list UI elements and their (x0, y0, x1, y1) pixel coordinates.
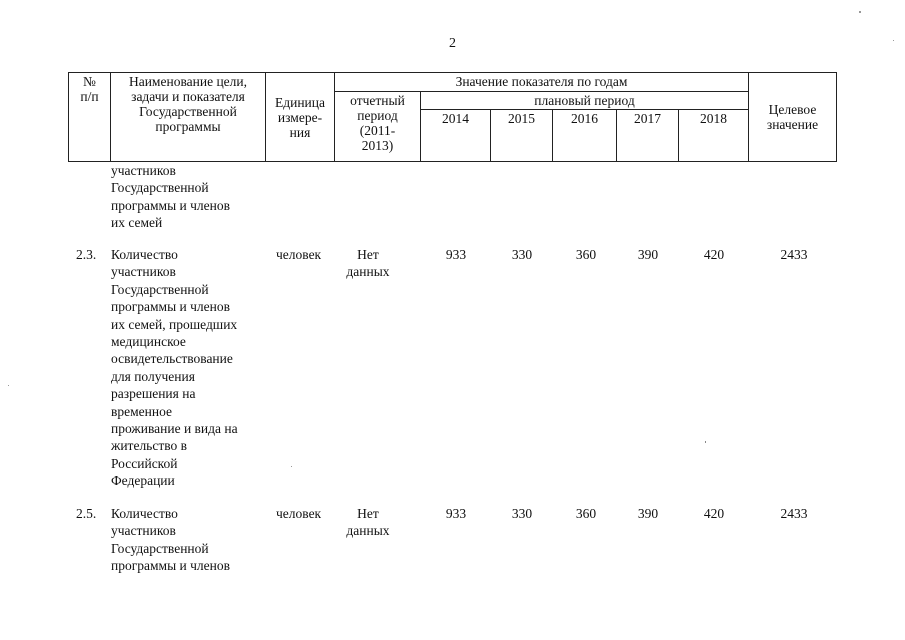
row-reporting-value: Нет данных (346, 506, 390, 539)
row-unit: человек (276, 247, 322, 262)
continued-name-text: участников Государственной программы и членов их семей (111, 163, 231, 231)
row-value-2018: 420 (703, 506, 725, 521)
row-value-2017: 390 (637, 247, 659, 262)
row-value-2015: 330 (511, 247, 533, 262)
header-values-by-year: Значение показателя по годам (335, 73, 749, 92)
row-target-value: 2433 (780, 506, 808, 521)
scan-speck (8, 385, 9, 386)
row-target-value: 2433 (780, 247, 808, 262)
table-header (68, 72, 837, 162)
scan-speck (705, 441, 706, 443)
scan-speck (893, 40, 894, 41)
header-num: № п/п (69, 73, 111, 162)
header-unit: Единица измере- ния (266, 73, 335, 162)
header-name: Наименование цели, задачи и показателя Государственной программы (111, 73, 266, 162)
row-value-2018: 420 (703, 247, 725, 262)
row-value-2016: 360 (575, 247, 597, 262)
row-value-2014: 933 (445, 247, 467, 262)
row-reporting-value: Нет данных (346, 247, 390, 280)
header-target: Целевое значение (749, 73, 837, 162)
header-year-2015: 2015 (491, 110, 553, 162)
row-value-2017: 390 (637, 506, 659, 521)
row-value-2016: 360 (575, 506, 597, 521)
row-name: Количество участников Государственной программы и членов (111, 506, 231, 574)
header-year-2016: 2016 (553, 110, 617, 162)
scan-speck (291, 466, 292, 467)
header-year-2018: 2018 (679, 110, 749, 162)
row-number: 2.5. (76, 506, 97, 521)
row-number: 2.3. (76, 247, 97, 262)
row-name: Количество участников Государственной программы и членов их семей, прошедших медицинское освидетельствование для получения разрешения на временное проживание и вида на жительство в Российской Федерации (111, 247, 238, 489)
header-planned-period: плановый период (421, 92, 749, 110)
header-reporting-period: отчетный период (2011- 2013) (335, 92, 421, 162)
header-year-2014: 2014 (421, 110, 491, 162)
scan-speck (859, 11, 861, 13)
row-value-2014: 933 (445, 506, 467, 521)
row-unit: человек (276, 506, 322, 521)
header-year-2017: 2017 (617, 110, 679, 162)
row-value-2015: 330 (511, 506, 533, 521)
page-number: 2 (449, 36, 456, 51)
